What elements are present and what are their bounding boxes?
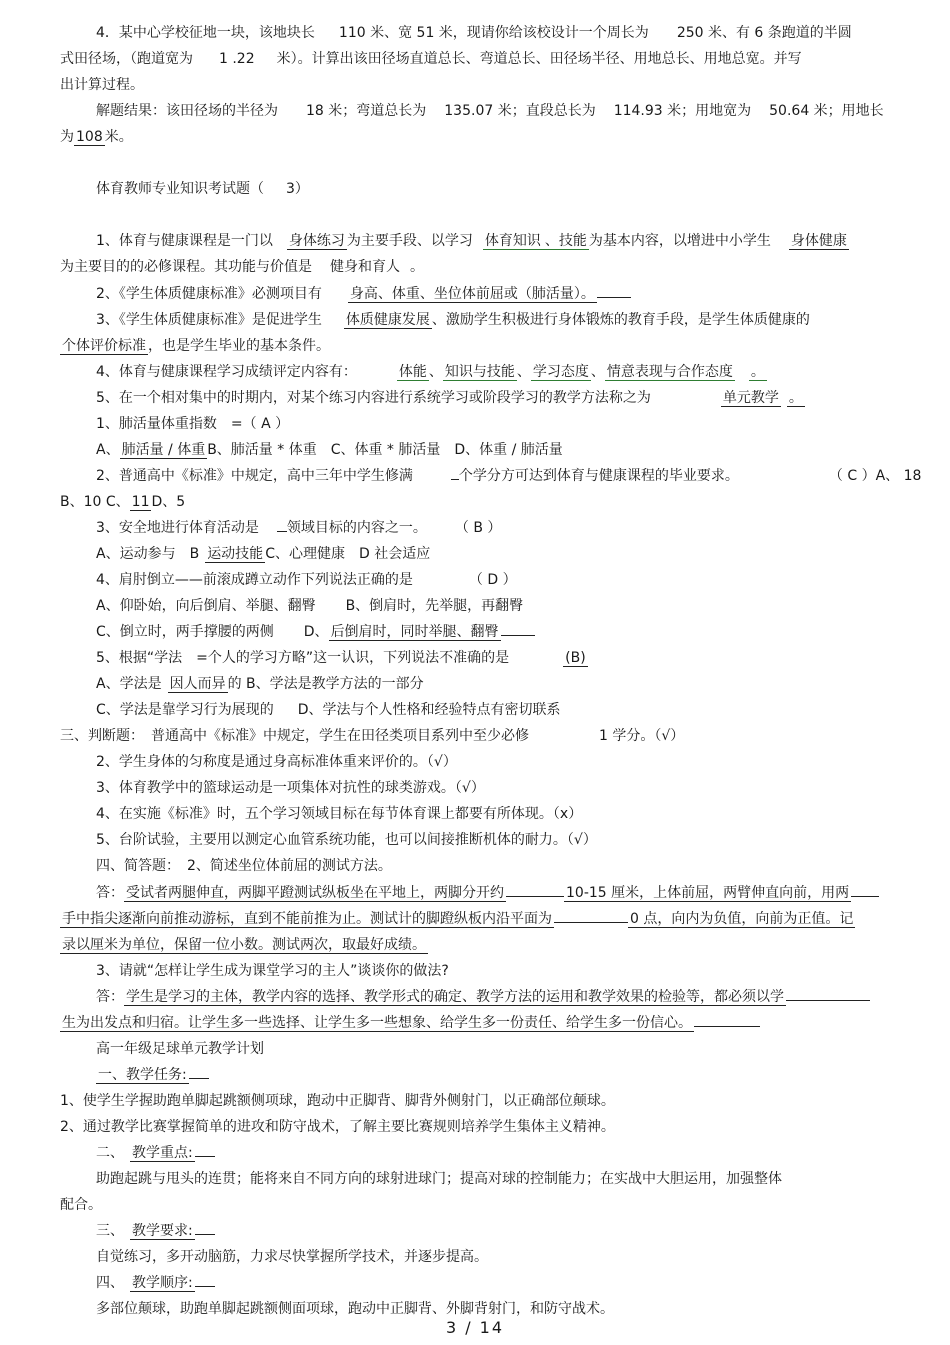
plan-heading-2: 二、 教学重点: bbox=[96, 1144, 215, 1162]
fill-q1-line-1: 1、体育与健康课程是一门以 身体练习 为主要手段、以学习 体育知识 、技能 为基本内容，以增进中小学生 身体健康 bbox=[96, 233, 847, 249]
plan-title: 高一年级足球单元教学计划 bbox=[96, 1041, 264, 1057]
plan-requirement: 自觉练习，多开动脑筋，力求尽快掌握所学技术，并逐步提高。 bbox=[96, 1249, 488, 1265]
plan-heading-1: 一、教学任务: bbox=[96, 1066, 209, 1084]
choice-q4-options-1: A、仰卧始，向后倒肩、举腿、翻臀 B、倒肩时，先举腿，再翻臀 bbox=[96, 598, 524, 614]
plan-key-line-2: 配合。 bbox=[60, 1197, 102, 1213]
page-number: 3 / 14 bbox=[445, 1318, 505, 1337]
plan-task-1: 1、使学生学握助跑单脚起跳额侧项球，跑动中正脚背、脚背外侧射门，以正确部位颠球。 bbox=[60, 1093, 615, 1109]
choice-q2: 2、普通高中《标准》中规定，高中三年中学生修满 个学分方可达到体育与健康课程的毕业要求。 （ C ）A、 18 bbox=[96, 468, 922, 484]
fill-q5: 5、在一个相对集中的时期内，对某个练习内容进行系统学习或阶段学习的教学方法称之为 单元教学 。 bbox=[96, 390, 803, 406]
plan-task-2: 2、通过教学比赛掌握简单的进攻和防守战术，了解主要比赛规则培养学生集体主义精神。 bbox=[60, 1119, 615, 1135]
problem-4-line-1: 4．某中心学校征地一块，该地块长 110 米、宽 51 米，现请你给该校设计一个周长为 250 米、有 6 条跑道的半圆 bbox=[96, 25, 852, 41]
choice-q4-options-2: C、倒立时，两手撑腰的两侧 D、 后倒肩时，同时举腿、翻臀 bbox=[96, 623, 535, 641]
exam-title: 体育教师专业知识考试题（ 3） bbox=[96, 181, 309, 197]
judge-q2: 2、学生身体的匀称度是通过身高标准体重来评价的。（√） bbox=[96, 754, 457, 770]
choice-q3: 3、安全地进行体育活动是 领域目标的内容之一。 （ B ） bbox=[96, 520, 502, 536]
problem-4-answer-line-2: 为 108 米。 bbox=[60, 129, 133, 145]
short-answer-1-line-3: 录以厘米为单位，保留一位小数。测试两次，取最好成绩。 bbox=[62, 937, 426, 953]
judge-q5: 5、台阶试验，主要用以测定心血管系统功能，也可以间接推断机体的耐力。（√） bbox=[96, 832, 597, 848]
plan-key-line-1: 助跑起跳与甩头的连贯；能将来自不同方向的球射进球门；提高对球的控制能力；在实战中大胆运用，加强整体 bbox=[96, 1171, 782, 1187]
fill-q4: 4、体育与健康课程学习成绩评定内容有： 体能 、 知识与技能 、 学习态度 、 情意表现与合作态度 。 bbox=[96, 364, 765, 380]
short-answer-3-line-2: 生为出发点和归宿。让学生多一些选择、让学生多一些想象、给学生多一份责任、给学生多一份信心。 bbox=[60, 1014, 760, 1032]
plan-heading-4: 四、 教学顺序: bbox=[96, 1274, 215, 1292]
plan-order: 多部位颠球，助跑单脚起跳额侧面项球，跑动中正脚背、外脚背射门，和防守战术。 bbox=[96, 1301, 614, 1317]
choice-q1: 1、肺活量体重指数 =（ A ） bbox=[96, 416, 290, 432]
fill-q2: 2、《学生体质健康标准》必测项目有 身高、体重、坐位体前屈或（肺活量）。 bbox=[96, 285, 631, 303]
fill-q3-line-2: 个体评价标准 ，也是学生毕业的基本条件。 bbox=[62, 338, 330, 354]
judge-q3: 3、体育教学中的篮球运动是一项集体对抗性的球类游戏。（√） bbox=[96, 780, 485, 796]
problem-4-line-3: 出计算过程。 bbox=[60, 77, 144, 93]
short-answer-1-line-2: 手中指尖逐渐向前推动游标，直到不能前推为止。测试计的脚蹬纵板内沿平面为 0 点，向内为负值，向前为正值。记 bbox=[62, 911, 854, 927]
judge-q1: 三、判断题： 普通高中《标准》中规定，学生在田径类项目系列中至少必修 1 学分。（√） bbox=[60, 728, 685, 744]
judge-q4: 4、在实施《标准》时，五个学习领域目标在每节体育课上都要有所体现。（x） bbox=[96, 806, 583, 822]
problem-4-line-2: 式田径场，（跑道宽为 1 .22 米）。计算出该田径场直道总长、弯道总长、田径场半径、用地总长、用地总宽。并写 bbox=[60, 51, 802, 67]
fill-q3-line-1: 3、《学生体质健康标准》是促进学生 体质健康发展 、激励学生积极进行身体锻炼的教育手段，是学生体质健康的 bbox=[96, 312, 810, 328]
fill-q1-line-2: 为主要目的的必修课程。其功能与价值是 健身和育人 。 bbox=[60, 259, 424, 275]
short-answer-1-line-1: 答： 受试者两腿伸直，两脚平蹬测试纵板坐在平地上，两脚分开约 10-15 厘米，上体前屈，两臂伸直向前，用两 bbox=[96, 884, 879, 902]
choice-q3-options: A、运动参与 B 运动技能 C、心理健康 D 社会适应 bbox=[96, 546, 431, 562]
problem-4-answer-line-1: 解题结果：该田径场的半径为 18 米；弯道总长为 135.07 米；直段总长为 114.93 米；用地宽为 50.64 米；用地长 bbox=[96, 103, 884, 119]
choice-q1-options: A、 肺活量 / 体重 B、肺活量 * 体重 C、体重 * 肺活量 D、体重 / 肺活量 bbox=[96, 442, 563, 458]
choice-q5-options-1: A、学法是 因人而异 的 B、学法是教学方法的一部分 bbox=[96, 676, 424, 692]
choice-q5: 5、根据“学法 =个人的学习方略”这一认识，下列说法不准确的是 (B) bbox=[96, 650, 586, 666]
short-answer-heading: 四、简答题： 2、简述坐位体前屈的测试方法。 bbox=[96, 858, 392, 874]
short-answer-3-line-1: 答： 学生是学习的主体，教学内容的选择、教学形式的确定、教学方法的运用和教学效果的检验等，都必须以学 bbox=[96, 988, 870, 1006]
choice-q5-options-2: C、学法是靠学习行为展现的 D、学法与个人性格和经验特点有密切联系 bbox=[96, 702, 561, 718]
short-answer-3-question: 3、请就“怎样让学生成为课堂学习的主人”谈谈你的做法? bbox=[96, 963, 449, 979]
choice-q2-options: B、10 C、 11 D、5 bbox=[60, 494, 186, 510]
choice-q4: 4、肩肘倒立——前滚成蹲立动作下列说法正确的是 （ D ） bbox=[96, 572, 517, 588]
plan-heading-3: 三、 教学要求: bbox=[96, 1222, 215, 1240]
